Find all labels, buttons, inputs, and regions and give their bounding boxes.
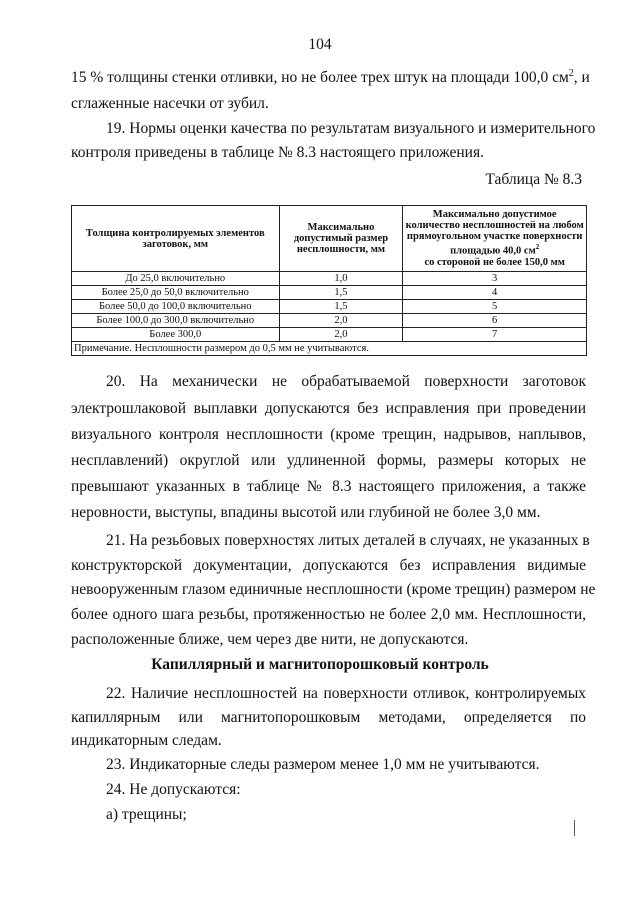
- header-thickness: Толщина контролируемых элементов заготовок, мм: [72, 206, 280, 272]
- cell-size: 1,0: [279, 272, 403, 286]
- header-max-count-text-end: со стороной не более 150,0 мм: [424, 256, 565, 268]
- cell-size: 1,5: [279, 286, 403, 300]
- cell-thickness: Более 300,0: [72, 328, 280, 342]
- paragraph-20-line: превышают указанных в таблице № 8.3 настоящего приложения, а также: [71, 478, 586, 495]
- superscript: 2: [535, 243, 540, 252]
- table-row: [72, 272, 587, 286]
- cell-size: 2,0: [279, 328, 403, 342]
- header-max-count-text: Максимально допустимое количество несплошностей на любом прямоугольном участке поверхности площадью 40,0 см: [405, 209, 584, 257]
- cell-count: 3: [403, 272, 587, 286]
- page-number: 104: [308, 36, 332, 53]
- cell-thickness: Более 25,0 до 50,0 включительно: [72, 286, 280, 300]
- table-note-row: [72, 342, 587, 356]
- cell-thickness: До 25,0 включительно: [72, 272, 280, 286]
- paragraph-19-line-2: контроля приведены в таблице № 8.3 настоящего приложения.: [71, 144, 484, 161]
- superscript: 2: [568, 68, 574, 79]
- cell-count: 4: [403, 286, 587, 300]
- header-max-count: [403, 206, 587, 272]
- cell-thickness: Более 100,0 до 300,0 включительно: [72, 314, 280, 328]
- text-fragment: 15 % толщины стенки отливки, но не более трех штук на площади 100,0 см: [71, 69, 569, 87]
- paragraph-21-line: конструкторской документации, допускаются без исправления видимые: [71, 557, 586, 574]
- text-fragment: , и: [573, 69, 590, 87]
- paragraph-20-line: несплавлений) округлой или удлиненной формы, размеры которых не: [71, 452, 586, 469]
- table-8-3: [71, 205, 587, 356]
- table-row: [72, 300, 587, 314]
- paragraph-22-line: капиллярным или магнитопорошковым методами, определяется по: [71, 709, 586, 726]
- paragraph-21-line: более одного шага резьбы, протяженностью не более 2,0 мм. Несплошности,: [71, 606, 586, 623]
- header-max-size: Максимально допустимый размер несплошности, мм: [279, 206, 403, 272]
- scan-mark: [574, 820, 575, 836]
- paragraph-20-line: 20. На механически не обрабатываемой поверхности заготовок: [106, 373, 586, 390]
- paragraph-20-line: электрошлаковой выплавки допускаются без исправления при проведении: [71, 400, 586, 417]
- paragraph-continuation-line-2: сглаженные насечки от зубил.: [71, 95, 269, 112]
- table-row: [72, 328, 587, 342]
- table-header-row: [72, 206, 587, 272]
- paragraph-22-line: 22. Наличие несплошностей на поверхности отливок, контролируемых: [106, 685, 586, 702]
- paragraph-22-line: индикаторным следам.: [71, 732, 222, 749]
- cell-thickness: Более 50,0 до 100,0 включительно: [72, 300, 280, 314]
- cell-count: 5: [403, 300, 587, 314]
- cell-size: 1,5: [279, 300, 403, 314]
- paragraph-19-line-1: 19. Нормы оценки качества по результатам визуального и измерительного: [106, 120, 596, 137]
- table-row: [72, 314, 587, 328]
- paragraph-23: 23. Индикаторные следы размером менее 1,0 мм не учитываются.: [106, 756, 540, 773]
- section-heading: Капиллярный и магнитопорошковый контроль: [151, 656, 489, 673]
- paragraph-21-line: расположенные ближе, чем через две нити, не допускаются.: [71, 631, 469, 648]
- paragraph-21-line: невооруженным глазом единичные несплошности (кроме трещин) размером не: [71, 581, 596, 598]
- list-item-a: а) трещины;: [106, 806, 187, 823]
- paragraph-20-line: визуального контроля несплошности (кроме трещин, надрывов, наплывов,: [71, 426, 586, 443]
- table-caption: Таблица № 8.3: [485, 171, 582, 188]
- table-note: Примечание. Несплошности размером до 0,5 мм не учитываются.: [72, 342, 587, 356]
- table-row: [72, 286, 587, 300]
- cell-count: 6: [403, 314, 587, 328]
- paragraph-24: 24. Не допускаются:: [106, 781, 241, 798]
- paragraph-21-line: 21. На резьбовых поверхностях литых деталей в случаях, не указанных в: [106, 532, 590, 549]
- cell-count: 7: [403, 328, 587, 342]
- cell-size: 2,0: [279, 314, 403, 328]
- paragraph-20-line: неровности, выступы, впадины высотой или глубиной не более 3,0 мм.: [71, 504, 541, 521]
- paragraph-continuation-line-1: [71, 64, 590, 88]
